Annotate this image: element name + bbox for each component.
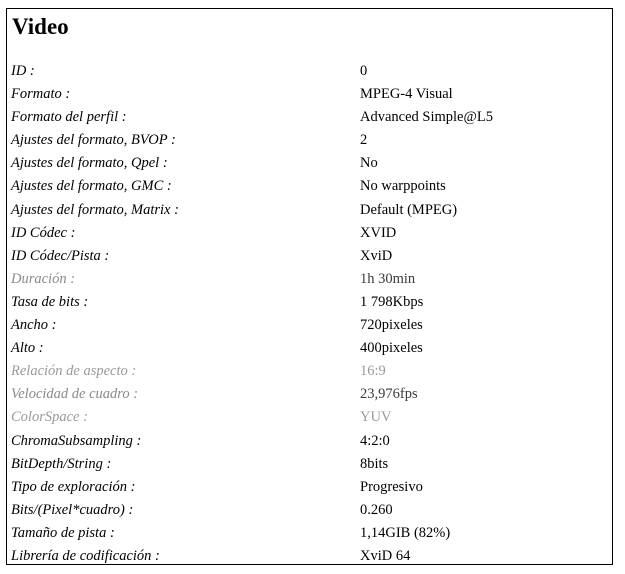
row-value: 1,14GIB (82%) [360, 524, 451, 541]
row-ancho [7, 314, 612, 337]
row-id [7, 60, 612, 83]
row-value: YUV [360, 409, 392, 426]
row-label: ChromaSubsampling : [11, 432, 142, 449]
row-velocidad-cuadro [7, 383, 612, 406]
row-relacion-aspecto [7, 360, 612, 383]
row-value: 400pixeles [360, 340, 423, 357]
row-value: 2 [360, 132, 368, 149]
row-label: Ajustes del formato, Matrix : [11, 201, 179, 218]
row-value: No warppoints [360, 178, 446, 195]
row-chromasubsampling [7, 430, 612, 453]
row-label: Relación de aspecto : [11, 363, 137, 380]
row-label: ID Códec : [11, 224, 76, 241]
row-label: Ajustes del formato, Qpel : [11, 155, 168, 172]
row-label: Ajustes del formato, GMC : [11, 178, 172, 195]
row-value: XviD 64 [360, 547, 411, 564]
row-tipo-exploracion [7, 476, 612, 499]
section-title: Video [12, 14, 69, 39]
row-gmc [7, 175, 612, 198]
row-label: Ajustes del formato, BVOP : [11, 132, 176, 149]
row-value: Default (MPEG) [360, 201, 458, 218]
row-tamano-pista [7, 522, 612, 545]
row-label: Duración : [11, 270, 76, 287]
row-bvop [7, 129, 612, 152]
row-value: XVID [360, 224, 397, 241]
row-value: 1 798Kbps [360, 293, 424, 310]
row-label: Formato : [11, 86, 71, 103]
row-value: XviD [360, 247, 393, 264]
row-value: 23,976fps [360, 386, 418, 403]
row-id-codec-pista [7, 245, 612, 268]
row-label: Tipo de exploración : [11, 478, 136, 495]
row-value: 4:2:0 [360, 432, 390, 449]
row-matrix [7, 199, 612, 222]
row-value: No [360, 155, 378, 172]
row-value: 0.260 [360, 501, 393, 518]
row-label: Formato del perfil : [11, 109, 127, 126]
row-alto [7, 337, 612, 360]
row-label: Tamaño de pista : [11, 524, 115, 541]
row-label: ID : [11, 63, 35, 79]
row-value: MPEG-4 Visual [360, 86, 453, 103]
row-label: BitDepth/String : [11, 455, 112, 472]
info-rows [7, 60, 612, 568]
video-info-panel [6, 8, 613, 565]
row-value: 720pixeles [360, 317, 423, 334]
row-label: Bits/(Pixel*cuadro) : [11, 501, 134, 518]
row-label: ColorSpace : [11, 409, 88, 426]
row-formato-perfil [7, 106, 612, 129]
row-bits-pixel-cuadro [7, 499, 612, 522]
row-label: Velocidad de cuadro : [11, 386, 139, 403]
row-label: Alto : [11, 340, 44, 357]
row-qpel [7, 152, 612, 175]
row-tasa-bits [7, 291, 612, 314]
row-value: Advanced Simple@L5 [360, 109, 493, 126]
row-value: 8bits [360, 455, 389, 472]
row-colorspace [7, 406, 612, 429]
row-label: Ancho : [11, 317, 57, 334]
row-duracion [7, 268, 612, 291]
row-label: Tasa de bits : [11, 293, 89, 310]
row-label: Librería de codificación : [11, 547, 160, 564]
row-bitdepth [7, 453, 612, 476]
row-value: Progresivo [360, 478, 423, 495]
row-id-codec [7, 222, 612, 245]
row-formato [7, 83, 612, 106]
row-libreria-codificacion [7, 545, 612, 568]
row-value: 16:9 [360, 363, 386, 380]
row-label: ID Códec/Pista : [11, 247, 110, 264]
row-value: 1h 30min [360, 270, 416, 287]
row-value: 0 [360, 63, 368, 79]
